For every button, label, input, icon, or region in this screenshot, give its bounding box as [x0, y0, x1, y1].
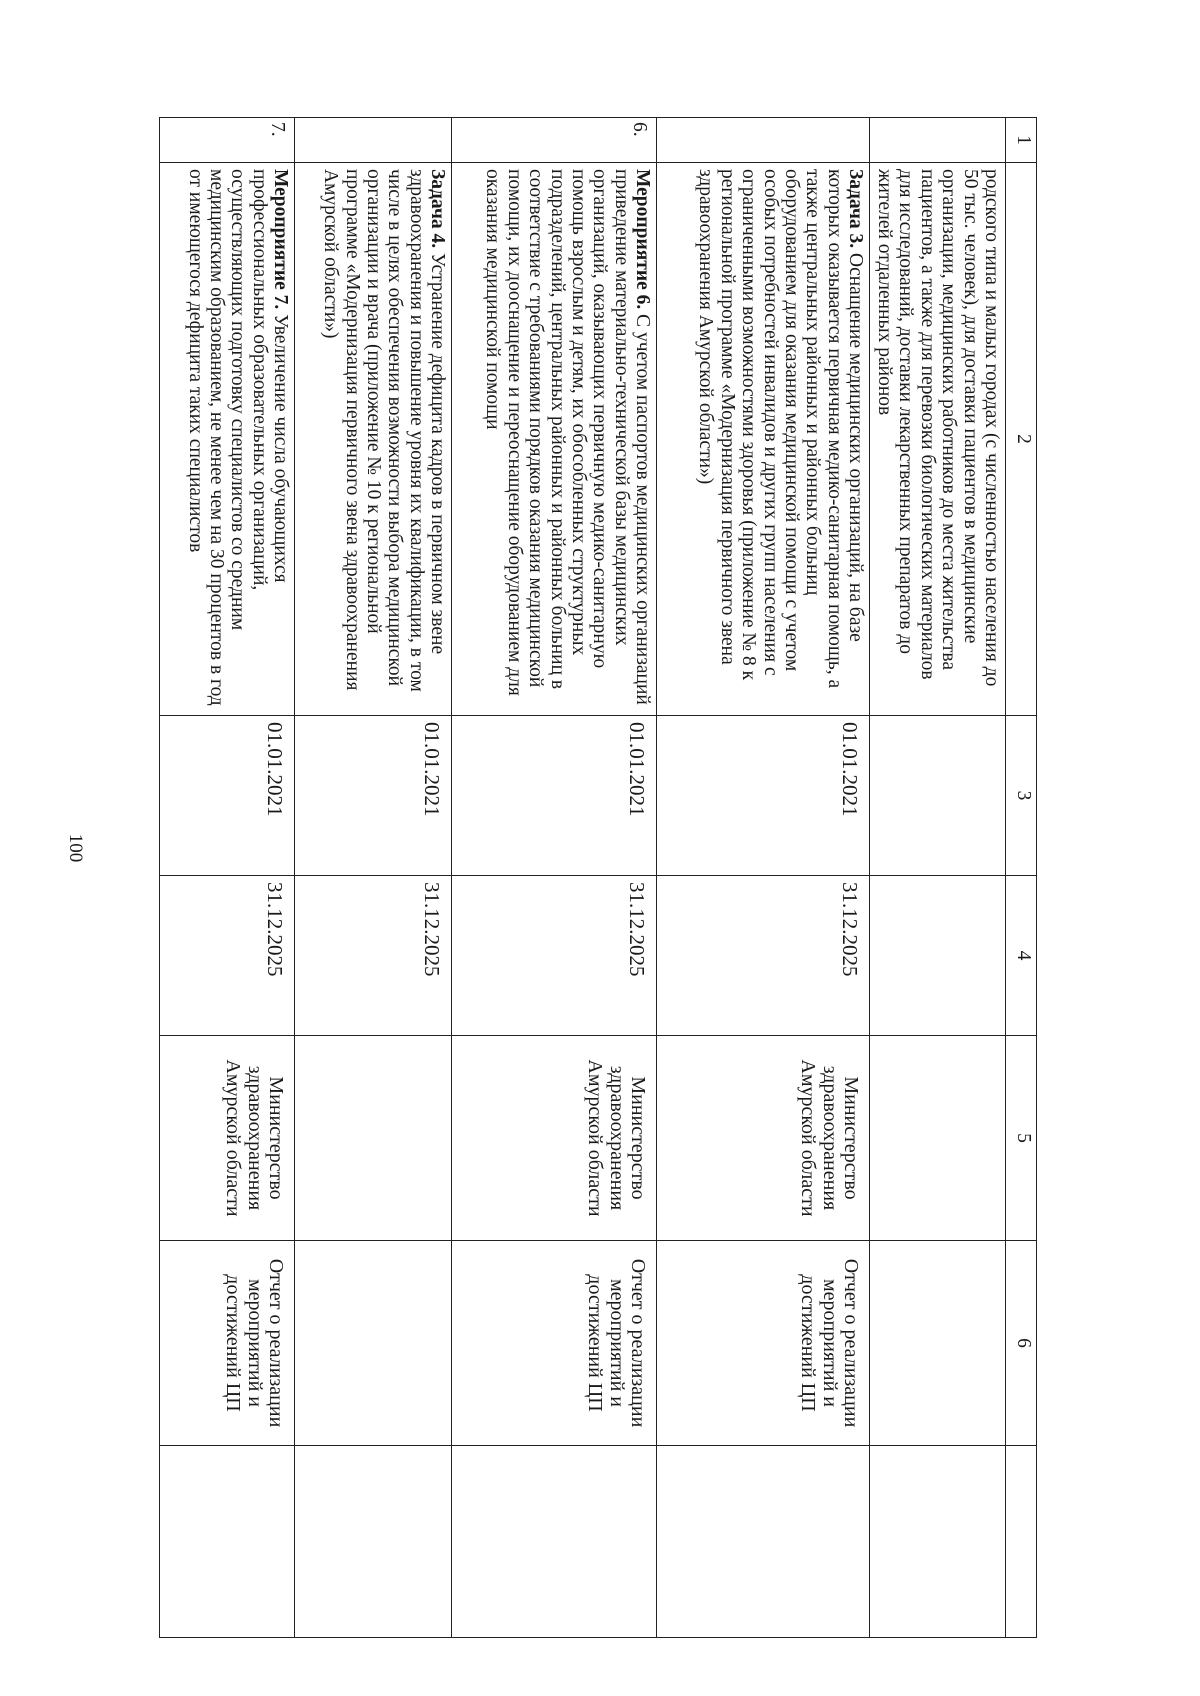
end-date: 31.12.2025: [160, 876, 295, 1036]
column-header: 2: [1006, 163, 1037, 716]
column-header: 3: [1006, 716, 1037, 876]
table-row: [870, 118, 1006, 1638]
row-title-bold: Задача 4.: [427, 169, 449, 249]
executor: Министерство здравоохранения Амурской области: [452, 1036, 657, 1241]
column-number-row: [1006, 118, 1037, 1638]
executor: [870, 1036, 1006, 1241]
report-form: [295, 1241, 452, 1446]
row-title-bold: Мероприятие 7.: [270, 169, 292, 310]
executor: Министерство здравоохранения Амурской области: [160, 1036, 295, 1241]
empty-cell: [452, 1446, 657, 1638]
start-date: 01.01.2021: [160, 716, 295, 876]
row-title-text: родского типа и малых городах (с численностью населения до 50 тыс. человек), для доставки пациентов в медицинские организации, медицинских работников до места жительства пациентов, а также для перевозки биологических материалов для исследований, доставки лекарственных препаратов до жителей отдаленных районов: [873, 169, 1002, 687]
end-date: [870, 876, 1006, 1036]
report-form: Отчет о реализации мероприятий и достижений ЦП: [452, 1241, 657, 1446]
row-description: [295, 163, 452, 716]
row-description: [657, 163, 870, 716]
end-date: 31.12.2025: [657, 876, 870, 1036]
row-number: [870, 118, 1006, 163]
column-header: 4: [1006, 876, 1037, 1036]
row-title-bold: Задача 3.: [845, 169, 867, 249]
table-row: [160, 118, 295, 1638]
row-title-text: С учетом паспортов медицинских организаций приведение материально-технической базы медицинских организаций, оказывающих первичную медико-санитарную помощь взрослым и детям, их обособленных структурных подразделений, центральных районных и районных больниц в соответствие с требованиями порядков оказания медицинской помощи, их дооснащение и переоснащение оборудованием для оказания медицинской помощи: [482, 169, 654, 705]
table-row: [452, 118, 657, 1638]
program-activities-table: [159, 117, 1037, 1638]
table-row: [295, 118, 452, 1638]
row-title-text: Устранение дефицита кадров в первичном звене здравоохранения и повышение уровня их квалификации, в том числе в целях обеспечения возможности выбора медицинской организации и врача (приложение № 10 к региональной программе «Модернизация первичного звена здравоохранения Амурской области»): [320, 169, 449, 692]
table-row: [657, 118, 870, 1638]
row-description: [452, 163, 657, 716]
start-date: 01.01.2021: [452, 716, 657, 876]
page-number: 100: [65, 833, 86, 863]
end-date: 31.12.2025: [295, 876, 452, 1036]
executor: Министерство здравоохранения Амурской области: [657, 1036, 870, 1241]
start-date: 01.01.2021: [657, 716, 870, 876]
start-date: 01.01.2021: [295, 716, 452, 876]
row-number: 7.: [160, 118, 295, 163]
row-number: 6.: [452, 118, 657, 163]
column-header: 6: [1006, 1241, 1037, 1446]
empty-cell: [295, 1446, 452, 1638]
column-header: 5: [1006, 1036, 1037, 1241]
report-form: Отчет о реализации мероприятий и достижений ЦП: [657, 1241, 870, 1446]
empty-cell: [160, 1446, 295, 1638]
column-header-empty: [1006, 1446, 1037, 1638]
row-title-text: Оснащение медицинских организаций, на базе которых оказывается первичная медико-санитарная помощь, а также центральных районных и районных больниц оборудованием для оказания медицинской помощи с учетом особых потребностей инвалидов и других групп населения с ограниченными возможностями здоровья (приложение № 8 к региональной программе «Модернизация первичного звена здравоохранения Амурской области»): [695, 169, 867, 689]
executor: [295, 1036, 452, 1241]
row-title-text: Увеличение числа обучающихся профессиональных образовательных организаций, осуществляющих подготовку специалистов со средним медицинским образованием, не менее чем на 30 процентов в год от имеющегося дефицита таких специалистов: [184, 169, 292, 706]
start-date: [870, 716, 1006, 876]
row-number: [295, 118, 452, 163]
table-rotated-container: [182, 117, 1037, 1637]
end-date: 31.12.2025: [452, 876, 657, 1036]
report-form: [870, 1241, 1006, 1446]
row-number: [657, 118, 870, 163]
row-description: [160, 163, 295, 716]
row-title-bold: Мероприятие 6.: [632, 169, 654, 310]
column-header: 1: [1006, 118, 1037, 163]
empty-cell: [657, 1446, 870, 1638]
report-form: Отчет о реализации мероприятий и достижений ЦП: [160, 1241, 295, 1446]
row-description: [870, 163, 1006, 716]
empty-cell: [870, 1446, 1006, 1638]
